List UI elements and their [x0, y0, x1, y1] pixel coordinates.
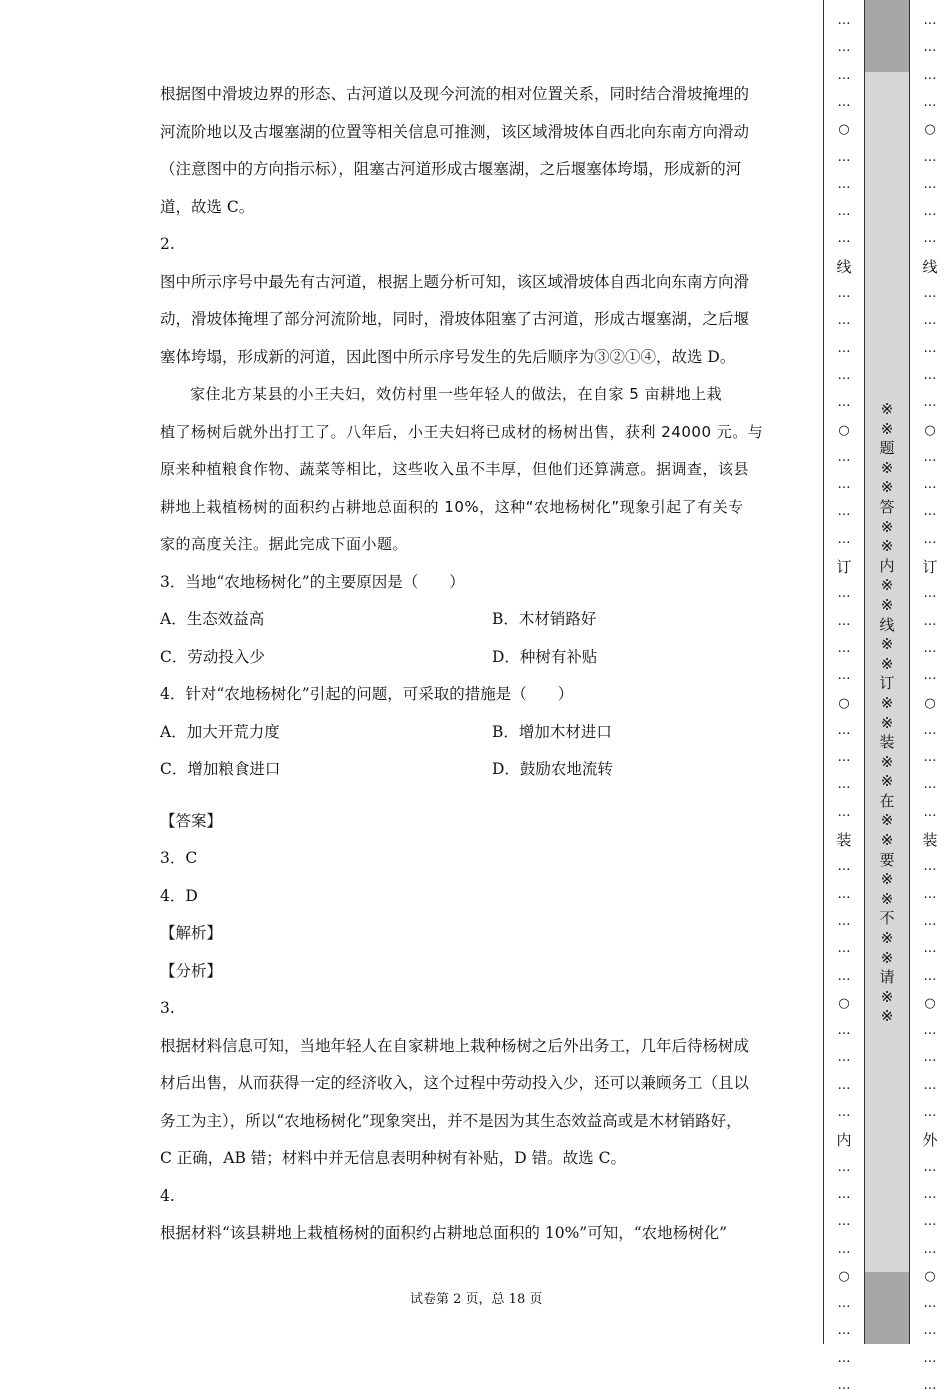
binding-warning-text: [875, 400, 899, 1027]
binding-dots: …: [837, 1077, 851, 1093]
warning-char: ※: [880, 831, 894, 850]
warning-char: 内: [879, 556, 895, 575]
binding-dots: …: [837, 1105, 851, 1120]
answer-heading: 【答案】: [160, 811, 223, 830]
binding-dots: …: [837, 13, 851, 28]
option-d: D．种树有补贴: [492, 647, 598, 666]
outer-binding-column: [910, 0, 950, 1393]
binding-dots: …: [923, 1214, 937, 1230]
binding-circle: ○: [924, 122, 936, 138]
binding-label: 装: [922, 831, 938, 849]
binding-dots: …: [923, 13, 937, 28]
binding-dots: …: [923, 204, 937, 220]
binding-dots: …: [923, 67, 937, 83]
warning-char: ※: [880, 458, 894, 477]
binding-dots: …: [837, 176, 851, 192]
binding-dots: …: [923, 668, 937, 684]
paragraph-q2-analysis: [160, 264, 792, 377]
binding-dots: …: [923, 176, 937, 192]
binding-label: 内: [836, 1131, 852, 1150]
binding-dots: …: [837, 886, 851, 902]
text-line: 根据材料“该县耕地上栽植杨树的面积约占耕地总面积的 10%”可知，“农地杨树化”: [160, 1224, 728, 1242]
binding-dots: …: [837, 477, 851, 493]
analysis-heading: 【解析】: [160, 924, 223, 942]
binding-dots: …: [837, 449, 851, 465]
binding-dots: …: [837, 40, 851, 56]
binding-dots: …: [923, 531, 937, 547]
warning-char: ※: [880, 654, 894, 673]
binding-dots: …: [923, 367, 937, 383]
option-c: C．增加粮食进口: [160, 760, 281, 778]
binding-dots: …: [837, 1296, 851, 1312]
binding-circle: ○: [924, 422, 936, 438]
paragraph-q1-analysis: [160, 76, 792, 226]
binding-dots: …: [837, 67, 851, 83]
binding-dots: …: [837, 1323, 851, 1339]
binding-dots: …: [923, 40, 937, 56]
warning-char: ※: [880, 772, 894, 791]
text-line: 材后出售，从而获得一定的经济收入，这个过程中劳动投入少，还可以兼顾务工（且以: [160, 1074, 750, 1092]
warning-char: ※: [880, 948, 894, 967]
binding-dots: …: [923, 722, 937, 738]
fenxi-heading: 【分析】: [160, 961, 223, 980]
answer-3: 3．C: [160, 849, 198, 867]
binding-dots: …: [837, 531, 851, 547]
warning-char: ※: [880, 419, 894, 438]
binding-dots: …: [923, 1323, 937, 1339]
binding-dots: …: [837, 859, 851, 875]
warning-char: 装: [879, 733, 895, 752]
binding-dots: …: [923, 149, 937, 165]
binding-dots: …: [923, 1350, 937, 1366]
binding-circle: ○: [924, 695, 936, 711]
binding-dots: …: [923, 395, 937, 411]
text-line: C 正确，AB 错；材料中并无信息表明种树有补贴，D 错。故选 C。: [160, 1149, 626, 1167]
binding-dots: …: [923, 859, 937, 875]
text-line: 务工为主），所以“农地杨树化”现象突出，并不是因为其生态效益高或是木材销路好，: [160, 1111, 742, 1130]
binding-dots: …: [923, 231, 937, 247]
text-line: 道，故选 C。: [160, 197, 255, 216]
binding-dots: …: [923, 313, 937, 329]
warning-char: ※: [880, 889, 894, 908]
binding-dots: …: [837, 640, 851, 656]
warning-char: ※: [880, 595, 894, 614]
binding-dots: …: [923, 640, 937, 656]
passage-line: 原来种植粮食作物、蔬菜等相比，这些收入虽不丰厚，但他们还算满意。据调查，该县: [160, 460, 750, 478]
binding-dots: …: [923, 750, 937, 766]
passage-line: 家的高度关注。据此完成下面小题。: [160, 535, 409, 553]
question-4: [160, 676, 792, 789]
binding-circle: ○: [838, 122, 850, 138]
text-line: 图中所示序号中最先有古河道，根据上题分析可知，该区域滑坡体自西北向东南方向滑: [160, 272, 750, 291]
warning-char: 要: [879, 850, 895, 869]
binding-dots: …: [837, 504, 851, 520]
binding-dots: …: [837, 367, 851, 383]
binding-dots: …: [923, 1077, 937, 1093]
text-line: 根据材料信息可知，当地年轻人在自家耕地上栽种杨树之后外出务工，几年后待杨树成: [160, 1036, 750, 1055]
warning-char: ※: [880, 576, 894, 595]
binding-dots: …: [923, 1105, 937, 1120]
warning-char: ※: [880, 693, 894, 712]
question-stem: 4．针对“农地杨树化”引起的问题，可采取的措施是（ ）: [160, 685, 574, 703]
text-line: （注意图中的方向指示标），阻塞古河道形成古堰塞湖，之后堰塞体垮塌，形成新的河: [160, 160, 742, 178]
warning-char: ※: [880, 537, 894, 556]
binding-circle: ○: [924, 995, 936, 1011]
warning-char: ※: [880, 635, 894, 654]
option-d: D．鼓励农地流转: [492, 760, 613, 778]
reading-passage: [160, 376, 792, 564]
text-line: 根据图中滑坡边界的形态、古河道以及现今河流的相对位置关系，同时结合滑坡掩埋的: [160, 85, 750, 103]
binding-dots: …: [837, 340, 851, 356]
warning-char: ※: [880, 400, 894, 418]
binding-label: 装: [836, 831, 852, 849]
binding-label: 线: [836, 257, 852, 276]
option-row: [160, 714, 792, 752]
binding-dots: …: [837, 313, 851, 329]
option-c: C．劳动投入少: [160, 647, 265, 666]
warning-char: ※: [880, 1007, 894, 1026]
option-a: A．生态效益高: [160, 610, 265, 628]
binding-dots: …: [923, 504, 937, 520]
binding-dots: …: [923, 1050, 937, 1066]
option-row: [160, 601, 792, 639]
warning-char: 线: [879, 615, 895, 634]
binding-dots: …: [837, 1159, 851, 1175]
binding-dots: …: [923, 1159, 937, 1175]
binding-dots: …: [837, 722, 851, 738]
binding-circle: ○: [838, 422, 850, 438]
paragraph-q3-analysis: [160, 1028, 792, 1178]
warning-char: 题: [879, 439, 895, 458]
passage-line: 植了杨树后就外出打工了。八年后，小王夫妇将已成材的杨树出售，获利 24000 元。与: [160, 422, 764, 441]
binding-dots: …: [923, 941, 937, 957]
item-number: 2.: [160, 235, 175, 253]
inner-binding-column: [824, 0, 864, 1393]
binding-dots: …: [837, 913, 851, 929]
passage-line: 家住北方某县的小王夫妇，效仿村里一些年轻人的做法，在自家 5 亩耕地上栽: [190, 385, 723, 403]
binding-dots: …: [837, 1023, 851, 1039]
binding-dots: …: [837, 1378, 851, 1393]
binding-dots: …: [923, 1296, 937, 1312]
binding-dots: …: [837, 149, 851, 165]
binding-dots: …: [837, 1350, 851, 1366]
answer-4: 4．D: [160, 886, 198, 905]
binding-dots: …: [923, 1186, 937, 1202]
warning-char: ※: [880, 929, 894, 948]
binding-dots: …: [923, 777, 937, 793]
binding-gray-top: [864, 0, 910, 72]
binding-dots: …: [923, 886, 937, 902]
binding-dots: …: [923, 1378, 937, 1393]
binding-dots: …: [837, 204, 851, 220]
warning-char: 在: [879, 791, 895, 810]
warning-char: 订: [879, 674, 895, 693]
warning-char: ※: [880, 752, 894, 771]
binding-dots: …: [837, 804, 851, 820]
page-number-text: 试卷第 2 页，总 18 页: [410, 1292, 543, 1307]
binding-dots: …: [837, 1050, 851, 1066]
binding-dots: …: [837, 777, 851, 793]
binding-circle: ○: [838, 695, 850, 711]
binding-dots: …: [923, 613, 937, 629]
binding-dots: …: [923, 913, 937, 929]
binding-circle: ○: [838, 1268, 850, 1284]
binding-dots: …: [837, 395, 851, 411]
binding-dots: …: [923, 477, 937, 493]
option-row: [160, 751, 792, 789]
warning-char: ※: [880, 811, 894, 830]
warning-char: ※: [880, 870, 894, 889]
binding-dots: …: [923, 968, 937, 984]
binding-dots: …: [837, 668, 851, 684]
binding-label: 订: [922, 558, 938, 576]
binding-dots: …: [837, 1241, 851, 1257]
question-3: [160, 564, 792, 677]
binding-circle: ○: [838, 995, 850, 1011]
warning-char: ※: [880, 478, 894, 497]
question-stem: 3．当地“农地杨树化”的主要原因是（ ）: [160, 572, 465, 591]
text-line: 动，滑坡体掩埋了部分河流阶地，同时，滑坡体阻塞了古河道，形成古堰塞湖，之后堰: [160, 310, 750, 328]
warning-char: ※: [880, 713, 894, 732]
binding-dots: …: [837, 286, 851, 301]
binding-dots: …: [837, 750, 851, 766]
option-b: B．增加木材进口: [492, 722, 612, 741]
binding-dots: …: [837, 94, 851, 110]
text-line: 河流阶地以及古堰塞湖的位置等相关信息可推测，该区域滑坡体自西北向东南方向滑动: [160, 122, 750, 141]
binding-label: 订: [836, 558, 852, 576]
binding-dots: …: [923, 340, 937, 356]
binding-gray-bottom: [864, 1272, 910, 1344]
binding-dots: …: [837, 231, 851, 247]
option-row: [160, 639, 792, 677]
binding-dots: …: [837, 613, 851, 629]
binding-dots: …: [923, 286, 937, 301]
binding-label: 线: [922, 257, 938, 276]
item-number: 3.: [160, 999, 175, 1017]
main-content: [160, 76, 792, 1253]
binding-label: 外: [922, 1131, 938, 1150]
binding-dots: …: [837, 1214, 851, 1230]
warning-char: 不: [879, 909, 895, 928]
binding-dots: …: [837, 941, 851, 957]
binding-dots: …: [837, 1186, 851, 1202]
option-b: B．木材销路好: [492, 610, 597, 628]
passage-line: 耕地上栽植杨树的面积约占耕地总面积的 10%，这种“农地杨树化”现象引起了有关专: [160, 497, 744, 516]
item-number: 4.: [160, 1186, 175, 1205]
binding-dots: …: [923, 586, 937, 602]
binding-dots: …: [923, 94, 937, 110]
warning-char: 请: [879, 968, 895, 987]
binding-dots: …: [923, 1241, 937, 1257]
binding-dots: …: [837, 968, 851, 984]
binding-dots: …: [923, 804, 937, 820]
option-a: A．加大开荒力度: [160, 722, 280, 741]
warning-char: ※: [880, 987, 894, 1006]
warning-char: 答: [879, 497, 895, 516]
text-line: 塞体垮塌，形成新的河道，因此图中所示序号发生的先后顺序为③②①④，故选 D。: [160, 347, 736, 366]
binding-dots: …: [837, 586, 851, 602]
warning-char: ※: [880, 517, 894, 536]
binding-dots: …: [923, 1023, 937, 1039]
binding-dots: …: [923, 449, 937, 465]
binding-circle: ○: [924, 1268, 936, 1284]
